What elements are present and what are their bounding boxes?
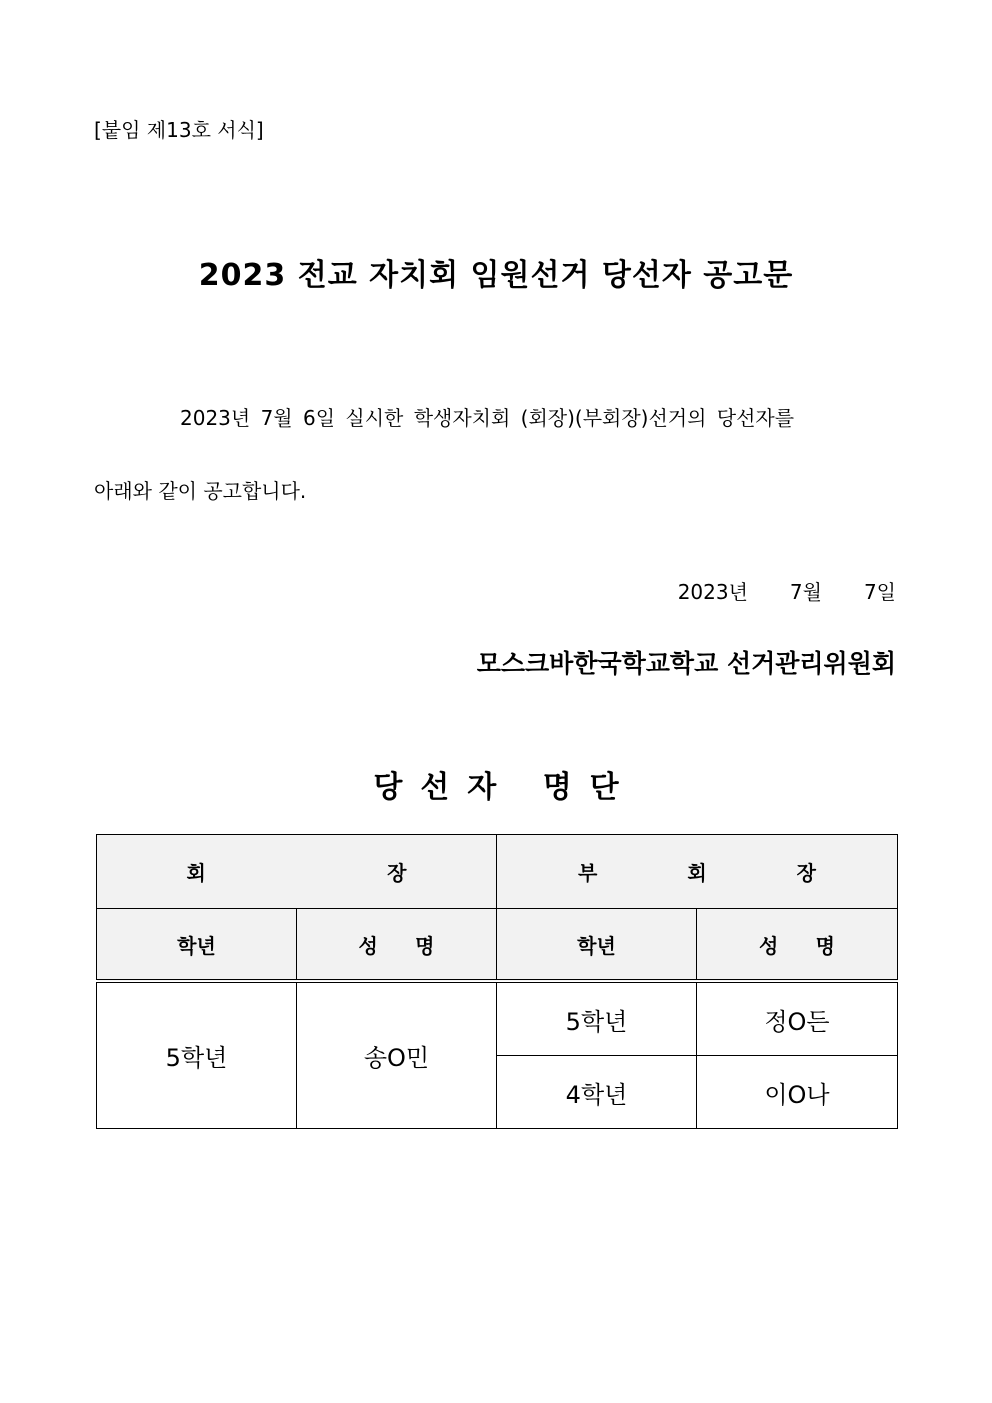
announcement-date bbox=[678, 576, 896, 605]
vice-president-grade: 4학년 bbox=[497, 1056, 697, 1129]
name-header-char: 성 bbox=[358, 933, 378, 958]
winners-table bbox=[96, 834, 898, 1129]
document-title: 2023 전교 자치회 임원선거 당선자 공고문 bbox=[198, 258, 794, 293]
committee-name: 모스크바한국학교학교 선거관리위원회 bbox=[476, 649, 896, 678]
name-header-char: 명 bbox=[815, 933, 835, 958]
date-month: 7월 bbox=[789, 580, 822, 604]
vice-president-name-header bbox=[697, 909, 898, 982]
body-text-line-1: 2023년 7월 6일 실시한 학생자치회 (회장)(부회장)선거의 당선자를 bbox=[180, 406, 795, 430]
name-header-char: 성 bbox=[759, 933, 779, 958]
form-label: [붙임 제13호 서식] bbox=[94, 118, 264, 142]
vice-president-grade: 5학년 bbox=[497, 981, 697, 1056]
table-row bbox=[97, 981, 898, 1056]
president-grade-header: 학년 bbox=[97, 909, 297, 982]
date-day: 7일 bbox=[863, 580, 896, 604]
table-header-row bbox=[97, 835, 898, 909]
vice-president-header bbox=[497, 835, 898, 909]
winners-list-title: 당선자 명단 bbox=[373, 770, 637, 805]
name-header-char: 명 bbox=[415, 933, 435, 958]
table-subheader-row bbox=[97, 909, 898, 982]
date-year: 2023년 bbox=[677, 580, 748, 604]
body-text-line-2: 아래와 같이 공고합니다. bbox=[94, 479, 307, 503]
vice-president-grade-header: 학년 bbox=[497, 909, 697, 982]
vice-president-header-char: 회 bbox=[687, 861, 707, 885]
president-name-header bbox=[297, 909, 497, 982]
vice-president-header-char: 장 bbox=[796, 861, 816, 885]
vice-president-header-char: 부 bbox=[578, 861, 598, 885]
president-name: 송O민 bbox=[297, 981, 497, 1129]
president-header-char: 장 bbox=[387, 861, 407, 885]
vice-president-name: 이O나 bbox=[697, 1056, 898, 1129]
president-header-char: 회 bbox=[186, 861, 206, 885]
vice-president-name: 정O든 bbox=[697, 981, 898, 1056]
president-grade: 5학년 bbox=[97, 981, 297, 1129]
president-header bbox=[97, 835, 497, 909]
